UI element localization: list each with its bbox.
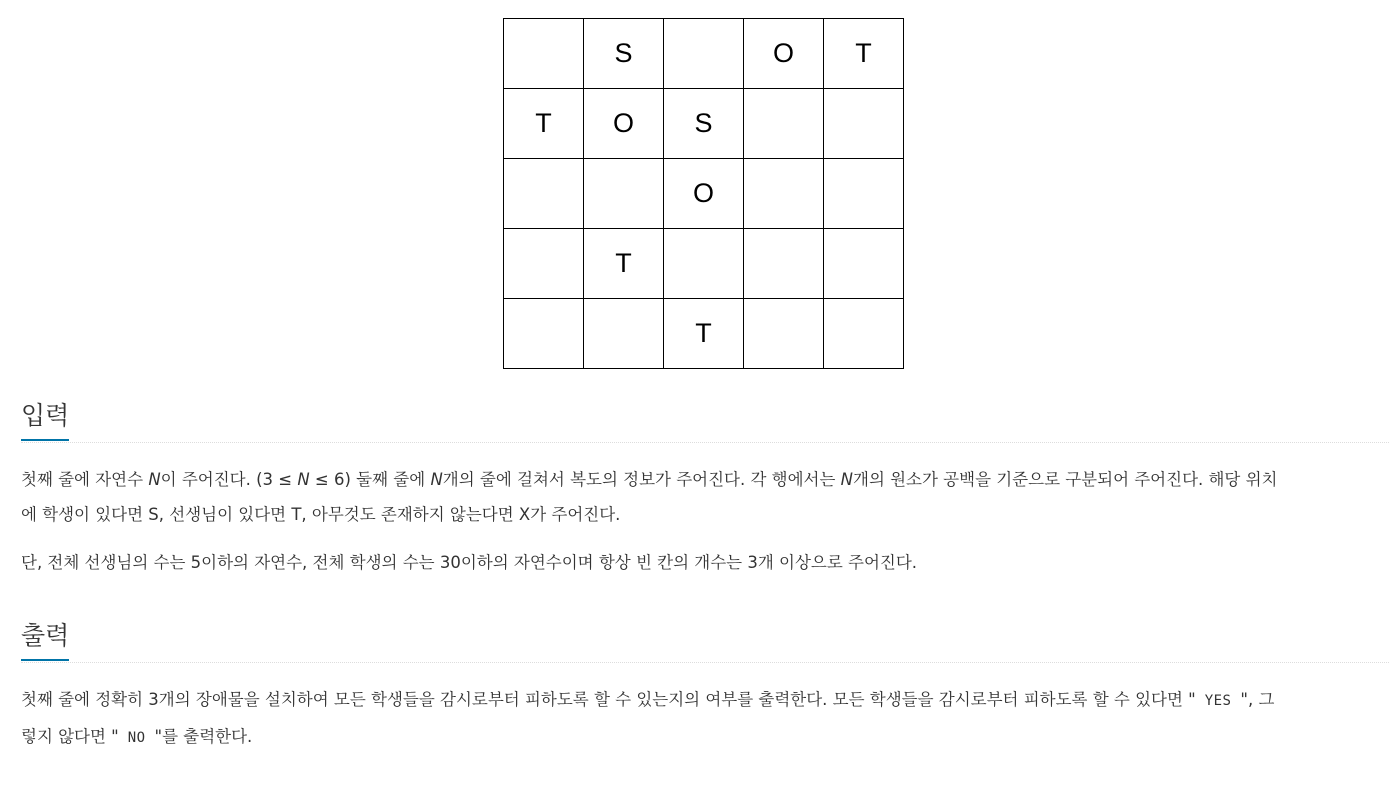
text-run: 첫째 줄에 정확히 3개의 장애물을 설치하여 모든 학생들을 감시로부터 피하도록 할 수 있는지의 여부를 출력한다. 모든 학생들을 감시로부터 피하도록 할 수 있다면 " <box>21 690 1196 709</box>
text-run: ", 그 <box>1240 690 1275 709</box>
hallway-grid-figure <box>503 18 904 369</box>
grid-cell <box>744 159 824 229</box>
text-run: 개의 원소가 공백을 기준으로 구분되어 주어진다. 해당 위치 <box>853 470 1278 489</box>
grid-row <box>504 159 904 229</box>
variable-n: N <box>148 470 161 489</box>
variable-n: N <box>840 470 853 489</box>
grid-cell <box>744 229 824 299</box>
grid-cell <box>504 19 584 89</box>
grid-cell <box>744 89 824 159</box>
text-run: 개의 줄에 걸쳐서 복도의 정보가 주어진다. 각 행에서는 <box>442 470 841 489</box>
grid-cell: T <box>584 229 664 299</box>
input-section-title: 입력 <box>21 398 69 441</box>
code-no: NO <box>118 730 155 746</box>
grid-cell <box>664 19 744 89</box>
grid-cell: T <box>504 89 584 159</box>
grid-cell <box>824 89 904 159</box>
grid-cell <box>504 299 584 369</box>
grid-cell <box>584 159 664 229</box>
grid-cell <box>504 229 584 299</box>
grid-cell: S <box>664 89 744 159</box>
hallway-grid <box>503 18 904 369</box>
text-run: 이 주어진다. (3 ≤ <box>160 470 298 489</box>
grid-row <box>504 229 904 299</box>
output-description-line <box>21 682 1389 719</box>
grid-cell <box>824 299 904 369</box>
output-section-header <box>21 618 1389 663</box>
grid-cell: T <box>824 19 904 89</box>
input-description-line <box>21 462 1389 497</box>
text-run: 첫째 줄에 자연수 <box>21 470 149 489</box>
output-section <box>21 618 1389 756</box>
grid-cell <box>824 159 904 229</box>
grid-row <box>504 19 904 89</box>
input-constraint-paragraph: 단, 전체 선생님의 수는 5이하의 자연수, 전체 학생의 수는 30이하의 자연수이며 항상 빈 칸의 개수는 3개 이상으로 주어진다. <box>21 553 918 572</box>
grid-cell <box>824 229 904 299</box>
text-run: ≤ 6) 둘째 줄에 <box>309 470 431 489</box>
grid-row <box>504 299 904 369</box>
input-description-line: 에 학생이 있다면 S, 선생님이 있다면 T, 아무것도 존재하지 않는다면 X가 주어진다. <box>21 505 621 524</box>
grid-cell: O <box>664 159 744 229</box>
output-description-line <box>21 719 1389 756</box>
grid-cell <box>664 229 744 299</box>
output-section-title: 출력 <box>21 618 69 661</box>
grid-cell: S <box>584 19 664 89</box>
input-section <box>21 398 1389 580</box>
grid-cell <box>744 299 824 369</box>
variable-n: N <box>430 470 443 489</box>
text-run: "를 출력한다. <box>154 727 253 746</box>
grid-cell <box>584 299 664 369</box>
grid-cell: O <box>584 89 664 159</box>
code-yes: YES <box>1195 693 1241 709</box>
text-run: 렇지 않다면 " <box>21 727 119 746</box>
grid-row <box>504 89 904 159</box>
input-section-header <box>21 398 1389 443</box>
grid-cell: O <box>744 19 824 89</box>
grid-cell <box>504 159 584 229</box>
grid-cell: T <box>664 299 744 369</box>
variable-n: N <box>297 470 310 489</box>
